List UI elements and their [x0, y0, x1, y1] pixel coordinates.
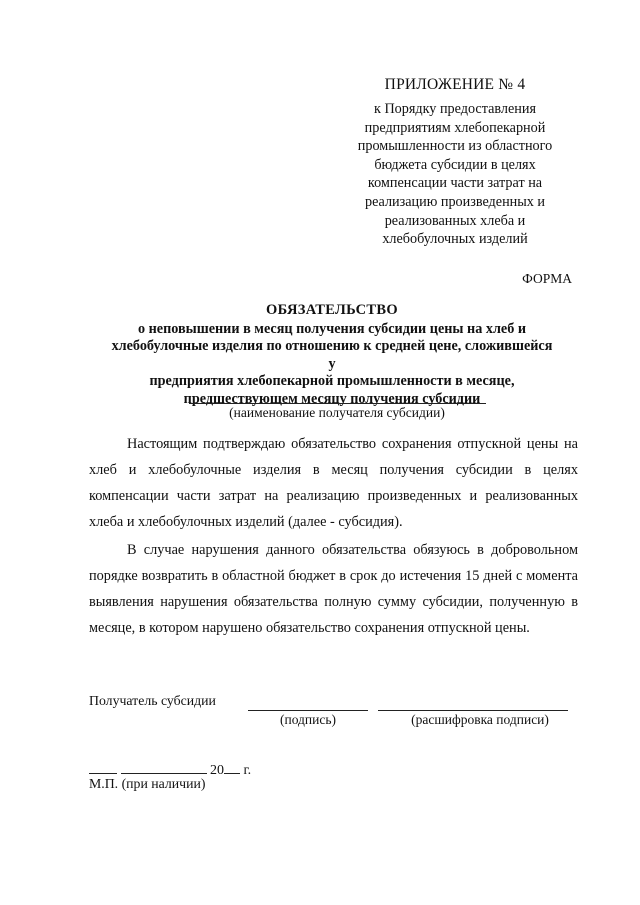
subtitle-line: предшествующем месяцу получения субсидии — [183, 390, 481, 407]
document-title: ОБЯЗАТЕЛЬСТВО — [266, 302, 398, 318]
appendix-line: реализацию произведенных и — [364, 193, 546, 210]
subtitle-line: предприятия хлебопекарной промышленности в месяце, — [149, 373, 515, 390]
appendix-title: ПРИЛОЖЕНИЕ № 4 — [384, 76, 526, 93]
subtitle-line: хлебобулочные изделия по отношению к средней цене, сложившейся у — [111, 338, 553, 372]
appendix-line: реализованных хлеба и — [384, 212, 526, 229]
paragraph-violation: В случае нарушения данного обязательства обязуюсь в добровольном порядке возвратить в областной бюджет в срок до истечения 15 дней с момента выявления нарушения обязательства полную сумму субсидии, полученную в месяце, в котором нарушено обязательство сохранения отпускной цены. — [89, 542, 578, 636]
signature-decoding-line — [378, 710, 568, 711]
recipient-name-caption: (наименование получателя субсидии) — [229, 405, 445, 420]
signature-label: Получатель субсидии — [89, 693, 216, 708]
document-subtitle — [110, 321, 554, 408]
subtitle-line: о неповышении в месяц получения субсидии цены на хлеб и — [137, 321, 527, 337]
year-prefix: 20 — [210, 763, 224, 778]
stamp-note: М.П. (при наличии) — [89, 776, 206, 791]
appendix-text — [340, 100, 570, 249]
year-suffix: г. — [243, 763, 252, 778]
recipient-name-line — [189, 403, 486, 404]
appendix-line: к Порядку предоставления — [374, 101, 536, 117]
paragraph-obligation: Настоящим подтверждаю обязательство сохранения отпускной цены на хлеб и хлебобулочные изделия в месяц получения субсидии в целях компенсации части затрат на реализацию произведенных и реализованных хлеба и хлебобулочных изделий (далее - субсидия). — [89, 436, 578, 530]
signature-caption: (подпись) — [279, 712, 337, 727]
appendix-line: предприятиям хлебопекарной — [364, 119, 546, 136]
form-label: ФОРМА — [522, 271, 572, 286]
appendix-line: компенсации части затрат на — [367, 175, 543, 192]
day-blank — [89, 759, 117, 774]
month-blank — [121, 759, 207, 774]
appendix-line: промышленности из областного — [357, 138, 553, 155]
year-blank — [224, 759, 240, 774]
appendix-line: бюджета субсидии в целях — [374, 156, 536, 173]
signature-line — [248, 710, 368, 711]
signature-decoding-caption: (расшифровка подписи) — [411, 712, 549, 727]
appendix-line: хлебобулочных изделий — [382, 231, 528, 248]
